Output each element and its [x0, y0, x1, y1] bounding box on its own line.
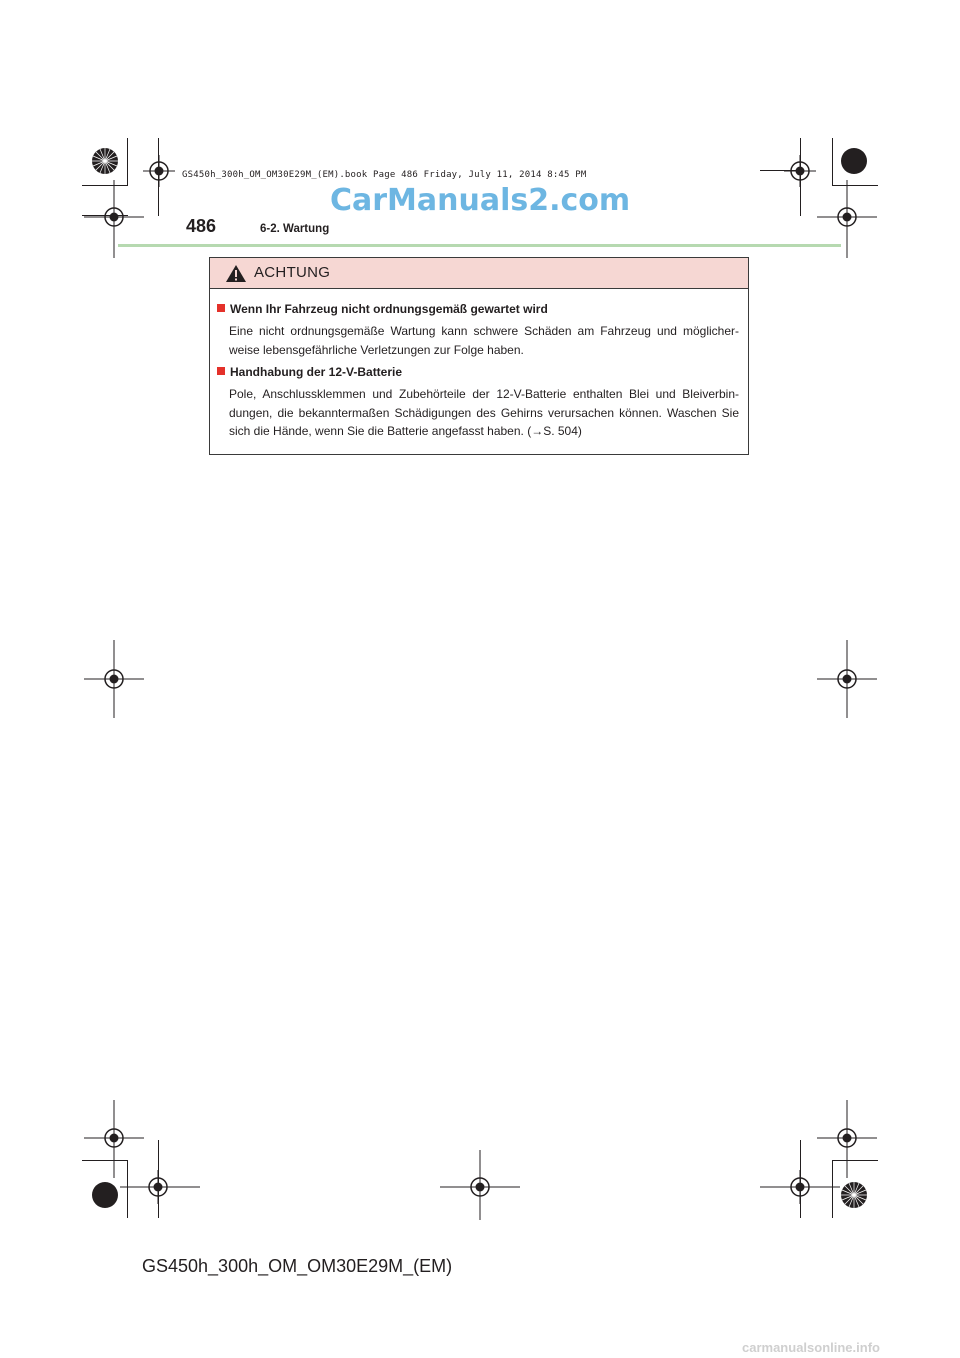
registration-crosshair-icon	[120, 1170, 200, 1204]
book-info-line: GS450h_300h_OM_OM30E29M_(EM).book Page 486 Friday, July 11, 2014 8:45 PM	[182, 170, 587, 180]
header-rule	[118, 244, 841, 247]
bullet-square-icon	[217, 367, 225, 375]
registration-crosshair-icon	[143, 155, 175, 187]
registration-crosshair-icon	[760, 1170, 840, 1204]
warning-triangle-icon	[225, 264, 247, 283]
bullet-square-icon	[217, 304, 225, 312]
document-code: GS450h_300h_OM_OM30E29M_(EM)	[142, 1256, 453, 1276]
watermark-logo: CarManuals2.com	[330, 183, 631, 218]
warning-item-title: Handhabung der 12-V-Batterie	[217, 365, 402, 379]
registration-crosshair-icon	[440, 1150, 520, 1220]
warning-item-title: Wenn Ihr Fahrzeug nicht ordnungsgemäß gewartet wird	[217, 302, 548, 316]
page-number: 486	[186, 216, 217, 236]
warning-item-text: Eine nicht ordnungsgemäße Wartung kann schwere Schäden am Fahrzeug und möglicher-weise lebensgefährliche Verletzungen zur Folge haben.	[229, 324, 739, 357]
registration-starburst-icon	[840, 1181, 868, 1209]
warning-box	[209, 257, 749, 455]
registration-crosshair-icon	[817, 1100, 877, 1178]
registration-crosshair-icon	[84, 1100, 144, 1178]
registration-dot-icon	[91, 1181, 119, 1209]
registration-crosshair-icon	[84, 640, 144, 718]
warning-header	[210, 258, 748, 289]
warning-item-text: Pole, Anschlussklemmen und Zubehörteile der 12-V-Batterie enthalten Blei und Bleiverbin-dungen, die bekanntermaßen Schädigungen des Gehirns verursachen können. Waschen Sie sich die Hände, wenn Sie die Batterie angefasst haben. (→S. 504)	[229, 387, 739, 438]
site-watermark: carmanualsonline.info	[742, 1340, 880, 1355]
registration-crosshair-icon	[817, 640, 877, 718]
warning-title: ACHTUNG	[254, 264, 331, 281]
section-title: 6-2. Wartung	[260, 223, 330, 235]
registration-dot-icon	[840, 147, 868, 175]
registration-starburst-icon	[91, 147, 119, 175]
registration-crosshair-icon	[784, 155, 816, 187]
